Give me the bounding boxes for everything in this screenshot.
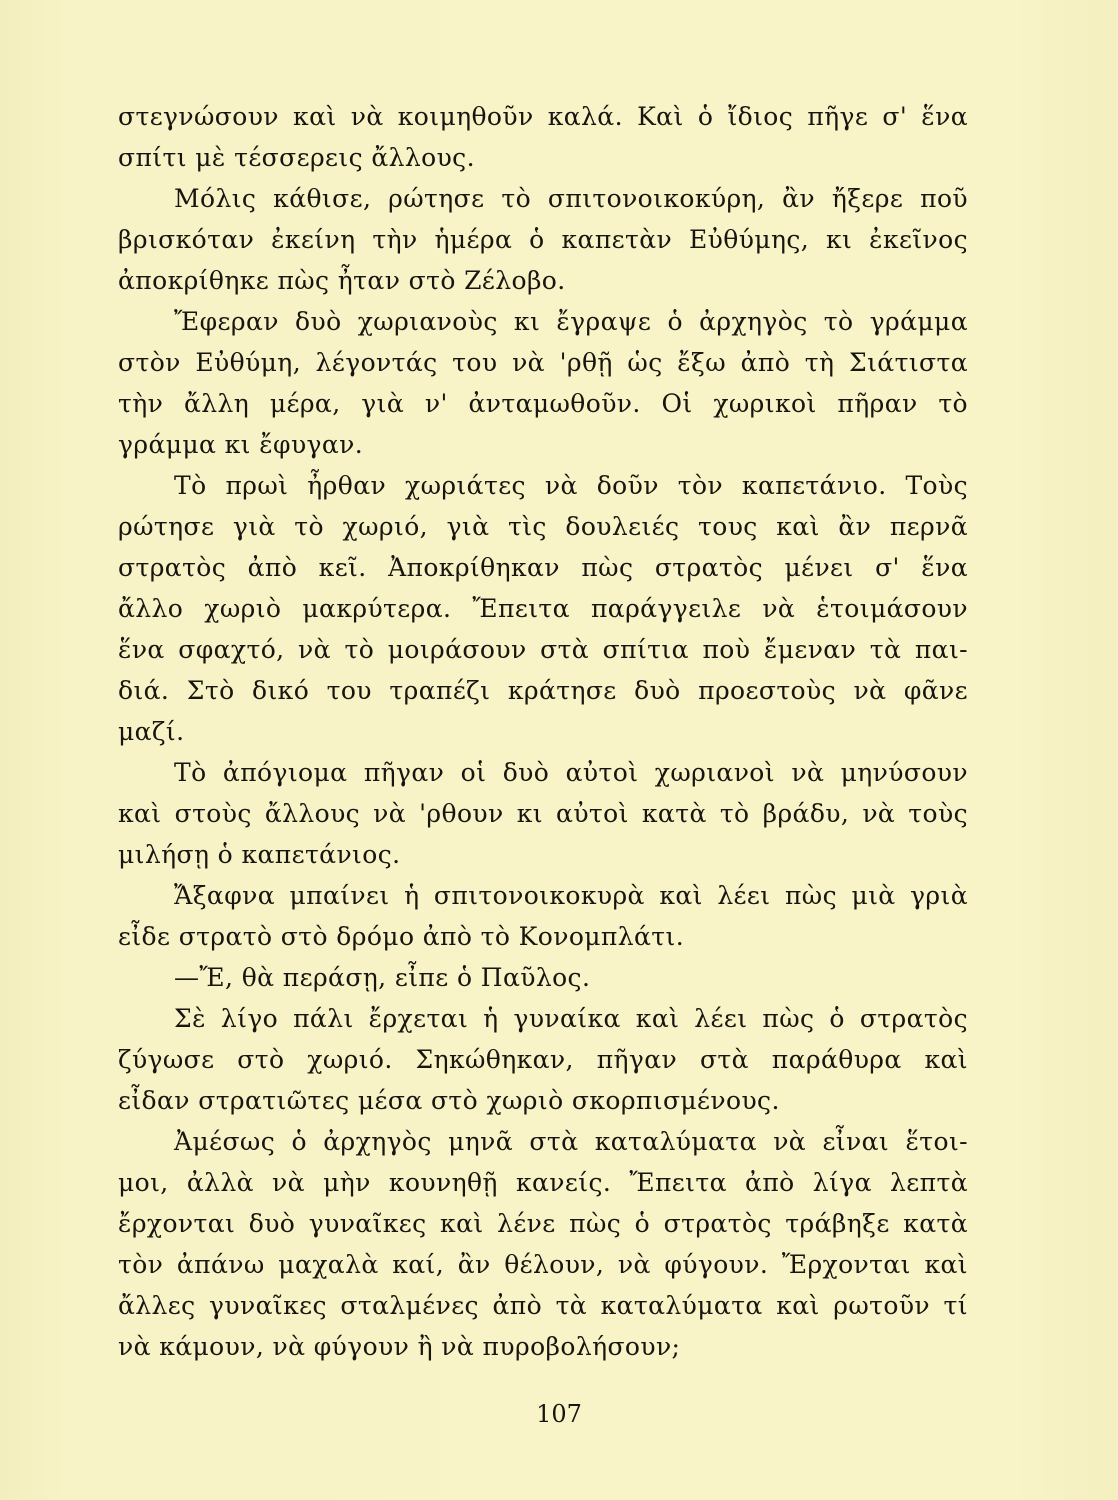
text-line: Μόλις κάθισε, ρώτησε τὸ σπιτονοικοκύρη, ἂν ἤξερε ποῦ [174,184,968,213]
text-line: σπίτι μὲ τέσσερεις ἄλλους. [118,143,475,172]
text-line: Σὲ λίγο πάλι ἔρχεται ἡ γυναίκα καὶ λέει πὼς ὁ στρατὸς [174,1004,968,1033]
text-line: μιλήσῃ ὁ καπετάνιος. [118,840,401,869]
text-line: καὶ στοὺς ἄλλους νὰ 'ρθουν κι αὐτοὶ κατὰ τὸ βράδυ, νὰ τοὺς [118,799,968,828]
text-line: ρώτησε γιὰ τὸ χωριό, γιὰ τὶς δουλειές τους καὶ ἂν περνᾶ [118,512,968,541]
text-line: ἕνα σφαχτό, νὰ τὸ μοιράσουν στὰ σπίτια ποὺ ἔμεναν τὰ παι- [118,635,968,664]
text-line: τὸν ἀπάνω μαχαλὰ καί, ἂν θέλουν, νὰ φύγουν. Ἔρχονται καὶ [118,1250,968,1279]
text-line: τὴν ἄλλη μέρα, γιὰ ν' ἀνταμωθοῦν. Οἱ χωρικοὶ πῆραν τὸ [118,389,968,418]
text-line: Ἔφεραν δυὸ χωριανοὺς κι ἔγραψε ὁ ἀρχηγὸς τὸ γράμμα [174,307,968,336]
text-line: —Ἔ, θὰ περάσῃ, εἶπε ὁ Παῦλος. [174,963,591,992]
text-line: στρατὸς ἀπὸ κεῖ. Ἀποκρίθηκαν πὼς στρατὸς μένει σ' ἕνα [118,553,968,582]
text-line: Τὸ ἀπόγιομα πῆγαν οἱ δυὸ αὐτοὶ χωριανοὶ νὰ μηνύσουν [174,758,968,787]
text-line: μαζί. [118,717,185,746]
text-line: ἄλλες γυναῖκες σταλμένες ἀπὸ τὰ καταλύματα καὶ ρωτοῦν τί [118,1291,968,1320]
text-line: στεγνώσουν καὶ νὰ κοιμηθοῦν καλά. Καὶ ὁ ἴδιος πῆγε σ' ἕνα [118,102,968,131]
text-line: διά. Στὸ δικό του τραπέζι κράτησε δυὸ προεστοὺς νὰ φᾶνε [118,676,968,705]
text-line: γράμμα κι ἔφυγαν. [118,430,364,459]
text-line: νὰ κάμουν, νὰ φύγουν ἢ νὰ πυροβολήσουν; [118,1332,681,1361]
text-line: εἶδαν στρατιῶτες μέσα στὸ χωριὸ σκορπισμένους. [118,1086,780,1115]
text-line: Ἄξαφνα μπαίνει ἡ σπιτονοικοκυρὰ καὶ λέει πὼς μιὰ γριὰ [174,881,968,910]
text-line: Ἀμέσως ὁ ἀρχηγὸς μηνᾶ στὰ καταλύματα νὰ εἶναι ἕτοι- [174,1127,968,1156]
text-line: ἄλλο χωριὸ μακρύτερα. Ἔπειτα παράγγειλε νὰ ἑτοιμάσουν [118,594,968,623]
text-line: μοι, ἀλλὰ νὰ μὴν κουνηθῇ κανείς. Ἔπειτα ἀπὸ λίγα λεπτὰ [118,1168,968,1197]
text-line: Τὸ πρωὶ ἦρθαν χωριάτες νὰ δοῦν τὸν καπετάνιο. Τοὺς [174,471,968,500]
text-line: βρισκόταν ἐκείνη τὴν ἡμέρα ὁ καπετὰν Εὐθύμης, κι ἐκεῖνος [118,225,968,254]
text-line: ἀποκρίθηκε πὼς ἦταν στὸ Ζέλοβο. [118,266,566,295]
page-body-text [118,96,968,1367]
text-line: εἶδε στρατὸ στὸ δρόμο ἀπὸ τὸ Κονομπλάτι. [118,922,685,951]
text-line: ἔρχονται δυὸ γυναῖκες καὶ λένε πὼς ὁ στρατὸς τράβηξε κατὰ [118,1209,968,1238]
page-number: 107 [536,1400,582,1428]
text-line: ζύγωσε στὸ χωριό. Σηκώθηκαν, πῆγαν στὰ παράθυρα καὶ [118,1045,968,1074]
text-line: στὸν Εὐθύμη, λέγοντάς του νὰ 'ρθῇ ὡς ἔξω ἀπὸ τὴ Σιάτιστα [118,348,968,377]
